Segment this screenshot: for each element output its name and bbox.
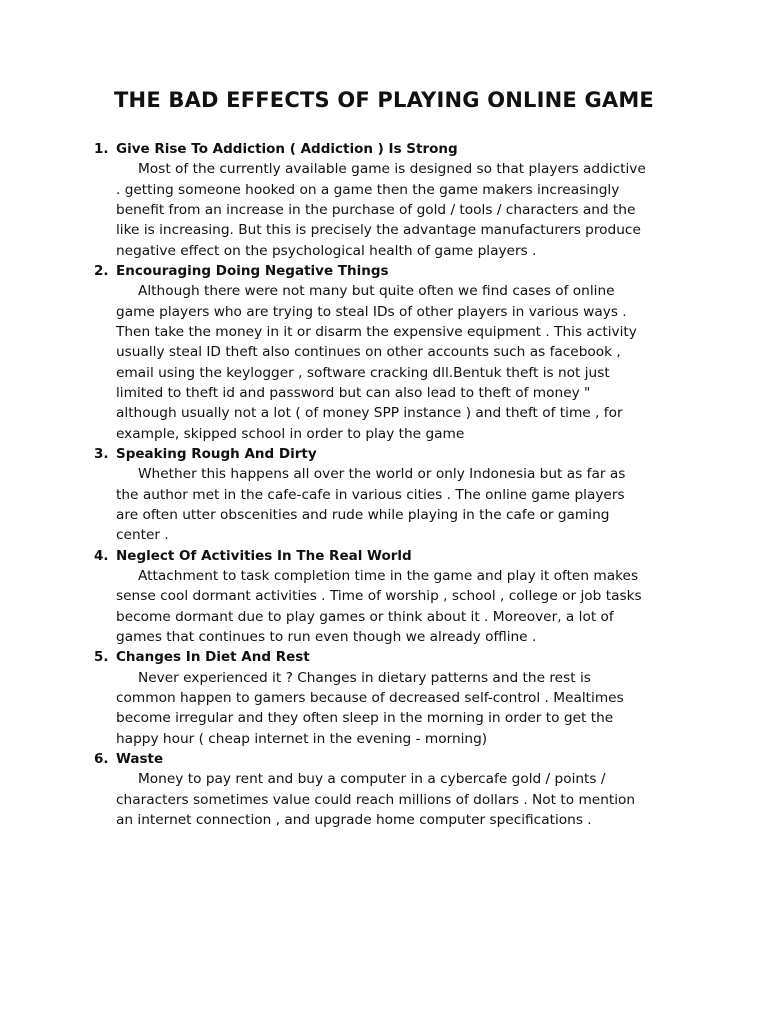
- section-heading-text: Give Rise To Addiction ( Addiction ) Is Strong: [116, 141, 458, 157]
- paragraph-line: Whether this happens all over the world or only Indonesia but as far as: [138, 466, 626, 483]
- section-item: [94, 139, 694, 261]
- section-paragraph: [116, 769, 694, 830]
- section-heading-text: Speaking Rough And Dirty: [116, 446, 317, 463]
- paragraph-line: sense cool dormant activities . Time of worship , school , college or job tasks: [116, 588, 642, 605]
- section-number: 1.: [94, 141, 109, 157]
- paragraph-line: Attachment to task completion time in the game and play it often makes: [138, 568, 639, 585]
- section-paragraph: [116, 464, 694, 545]
- paragraph-line: email using the keylogger , software cracking dll.Bentuk theft is not just: [116, 364, 610, 381]
- paragraph-line: Never experienced it ? Changes in dietary patterns and the rest is: [138, 669, 591, 686]
- section-paragraph: [116, 566, 694, 647]
- paragraph-line: center .: [116, 527, 169, 544]
- section-number: 3.: [94, 446, 109, 463]
- section-heading: [94, 546, 694, 566]
- paragraph-line: become irregular and they often sleep in the morning in order to get the: [116, 710, 614, 727]
- paragraph-line: like is increasing. But this is precisely the advantage manufacturers produce: [116, 222, 641, 239]
- section-item: [94, 647, 694, 749]
- section-number: 6.: [94, 751, 109, 768]
- section-heading: [94, 261, 694, 281]
- section-number: 2.: [94, 263, 109, 280]
- paragraph-line: example, skipped school in order to play the game: [116, 425, 465, 442]
- paragraph-line: Then take the money in it or disarm the expensive equipment . This activity: [116, 324, 637, 340]
- section-paragraph: [116, 281, 694, 444]
- paragraph-line: games that continues to run even though we already offline .: [116, 629, 537, 646]
- section-number: 4.: [94, 547, 109, 564]
- document-title: THE BAD EFFECTS OF PLAYING ONLINE GAME: [114, 88, 654, 112]
- paragraph-line: the author met in the cafe-cafe in various cities . The online game players: [116, 486, 625, 503]
- section-heading-text: Changes In Diet And Rest: [116, 649, 310, 666]
- section-heading: [94, 647, 694, 667]
- paragraph-line: Although there were not many but quite often we find cases of online: [138, 283, 615, 300]
- section-list: [94, 139, 694, 830]
- paragraph-line: benefit from an increase in the purchase of gold / tools / characters and the: [116, 201, 636, 218]
- section-heading: [94, 139, 694, 159]
- section-heading-text: Encouraging Doing Negative Things: [116, 263, 389, 280]
- section-heading: [94, 749, 694, 769]
- paragraph-line: negative effect on the psychological health of game players .: [116, 242, 537, 259]
- section-number: 5.: [94, 649, 109, 666]
- paragraph-line: game players who are trying to steal IDs of other players in various ways .: [116, 303, 627, 320]
- paragraph-line: are often utter obscenities and rude while playing in the cafe or gaming: [116, 507, 610, 524]
- section-item: [94, 749, 694, 830]
- paragraph-line: Most of the currently available game is designed so that players addictive: [138, 161, 646, 178]
- section-paragraph: [116, 159, 694, 261]
- paragraph-line: limited to theft id and password but can also lead to theft of money ": [116, 385, 591, 402]
- paragraph-line: become dormant due to play games or think about it . Moreover, a lot of: [116, 608, 614, 625]
- section-item: [94, 444, 694, 546]
- section-item: [94, 261, 694, 444]
- paragraph-line: happy hour ( cheap internet in the evening - morning): [116, 730, 488, 747]
- section-paragraph: [116, 668, 694, 749]
- paragraph-line: although usually not a lot ( of money SPP instance ) and theft of time , for: [116, 405, 623, 422]
- paragraph-line: common happen to gamers because of decreased self-control . Mealtimes: [116, 690, 624, 707]
- paragraph-line: an internet connection , and upgrade home computer specifications .: [116, 812, 592, 829]
- paragraph-line: usually steal ID theft also continues on other accounts such as facebook ,: [116, 344, 621, 361]
- section-item: [94, 546, 694, 648]
- section-heading-text: Waste: [116, 751, 164, 768]
- section-heading: [94, 444, 694, 464]
- paragraph-line: Money to pay rent and buy a computer in a cybercafe gold / points /: [138, 771, 606, 788]
- paragraph-line: . getting someone hooked on a game then the game makers increasingly: [116, 181, 620, 198]
- paragraph-line: characters sometimes value could reach millions of dollars . Not to mention: [116, 791, 636, 808]
- section-heading-text: Neglect Of Activities In The Real World: [116, 547, 412, 564]
